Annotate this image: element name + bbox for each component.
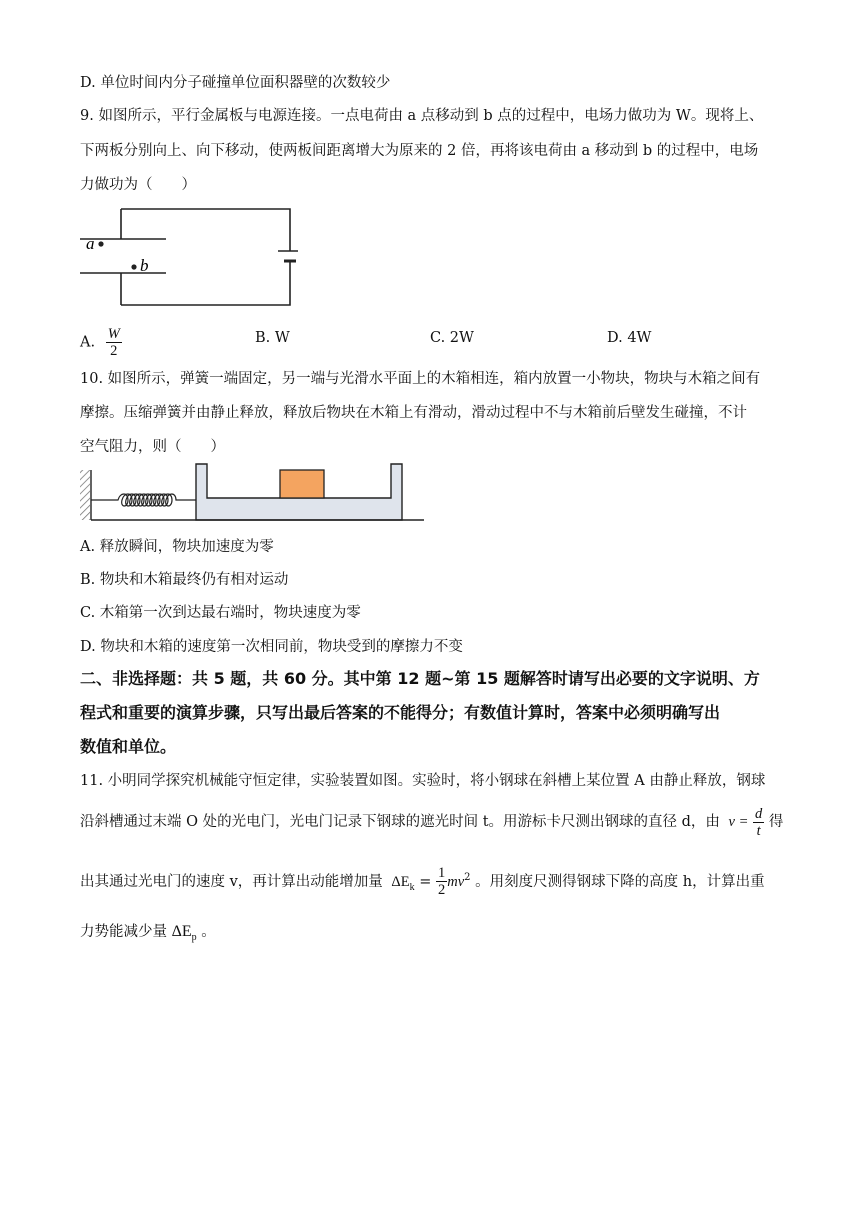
q11-stem-line4 (80, 922, 216, 948)
q10-option-d: D. 物块和木箱的速度第一次相同前，物块受到的摩擦力不变 (80, 639, 463, 655)
q10-stem-line3: 空气阻力，则（ ） (80, 439, 225, 455)
q11-line4-end: 。 (201, 924, 216, 940)
q11-ek-symbol: ΔE (391, 873, 410, 890)
q9-label-b: b (140, 256, 149, 275)
q9-option-a (80, 326, 122, 359)
q9-stem-line3: 力做功为（ ） (80, 177, 196, 193)
q10-stem-line1: 10. 如图所示，弹簧一端固定，另一端与光滑水平面上的木箱相连，箱内放置一小物块，物块与木箱之间有 (80, 371, 761, 387)
q11-line4-text: 力势能减少量 (80, 924, 167, 940)
q8-option-d: D. 单位时间内分子碰撞单位面积器壁的次数较少 (80, 75, 391, 91)
q9-option-c: C. 2W (430, 330, 474, 346)
q11-line2-text: 沿斜槽通过末端 O 处的光电门，光电门记录下钢球的遮光时间 t。用游标卡尺测出钢球的直径 d，由 (80, 814, 720, 830)
q11-stem-line1: 11. 小明同学探究机械能守恒定律，实验装置如图。实验时，将小钢球在斜槽上某位置 A 由静止释放，钢球 (80, 773, 766, 789)
q11-ek-superscript: 2 (464, 872, 471, 883)
q11-ep-symbol: ΔE (171, 923, 192, 940)
q11-line3-text: 出其通过光电门的速度 v，再计算出动能增加量 (80, 873, 383, 890)
q10-spring-box-diagram (76, 462, 428, 524)
q9-option-d: D. 4W (607, 330, 652, 346)
q11-velocity-numerator: d (755, 805, 763, 822)
q9-option-a-numerator: W (107, 326, 120, 342)
q11-velocity-eq: v = (728, 814, 749, 830)
q11-ep-subscript: p (191, 932, 197, 944)
q10-option-c: C. 木箱第一次到达最右端时，物块速度为零 (80, 605, 361, 621)
q9-option-a-denominator: 2 (110, 343, 118, 359)
q9-stem-line2: 下两板分别向上、向下移动，使两板间距离增大为原来的 2 倍，再将该电荷由 a 移动到 b 的过程中，电场 (80, 143, 759, 159)
q11-ek-denominator: 2 (437, 882, 446, 899)
q9-capacitor-circuit-diagram (78, 203, 298, 313)
q9-label-a: a (86, 234, 95, 253)
q10-small-block (280, 470, 324, 498)
q11-ek-equals: = (419, 873, 432, 890)
q11-ek-numerator: 1 (437, 865, 446, 882)
q9-stem-line1: 9. 如图所示，平行金属板与电源连接。一点电荷由 a 点移动到 b 点的过程中，电场力做功为 W。现将上、 (80, 108, 764, 124)
q11-line3-end: 。用刻度尺测得钢球下降的高度 h，计算出重 (475, 873, 765, 890)
q9-options (80, 318, 780, 358)
q10-stem-line2: 摩擦。压缩弹簧并由静止释放，释放后物块在木箱上有滑动，滑动过程中不与木箱前后壁发生碰撞，不计 (80, 405, 747, 421)
q11-ek-subscript: k (409, 881, 415, 893)
q9-option-b: B. W (255, 330, 290, 346)
section2-heading-line3: 数值和单位。 (80, 737, 177, 756)
q11-stem-line3 (80, 856, 765, 900)
q11-ek-fraction (436, 865, 447, 898)
q11-velocity-denominator: t (756, 822, 761, 839)
q11-stem-line2 (80, 800, 783, 844)
q9-option-a-prefix: A. (80, 334, 96, 351)
q10-option-b: B. 物块和木箱最终仍有相对运动 (80, 572, 289, 588)
q10-option-a: A. 释放瞬间，物块加速度为零 (80, 539, 274, 555)
q9-option-a-fraction (106, 326, 122, 359)
q11-velocity-fraction (753, 806, 764, 839)
q11-ek-mv: mv (447, 873, 465, 890)
section2-heading-line1: 二、非选择题：共 5 题，共 60 分。其中第 12 题~第 15 题解答时请写出必要的文字说明、方 (80, 669, 760, 688)
section2-heading-line2: 程式和重要的演算步骤，只写出最后答案的不能得分；有数值计算时，答案中必须明确写出 (80, 703, 721, 722)
q11-line2-end: 得 (768, 814, 784, 830)
